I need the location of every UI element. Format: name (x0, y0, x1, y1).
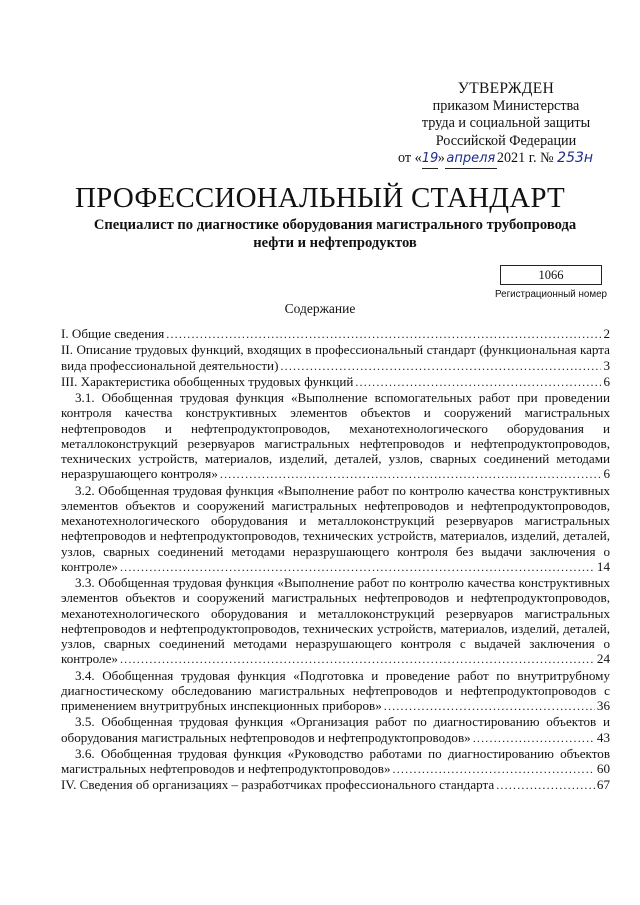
toc-page-number: 2 (603, 326, 610, 341)
toc-entry-line: 3.5. Обобщенная трудовая функция «Организация работ по диагностированию объектов и (75, 714, 610, 730)
toc-entry[interactable] (61, 326, 610, 342)
toc-entry-line: 3.4. Обобщенная трудовая функция «Подготовка и проведение работ по внутритрубному (75, 667, 610, 683)
toc-entry[interactable] (61, 390, 610, 483)
toc-entry-line: применением внутритрубных инспекционных приборов» (61, 698, 382, 713)
toc-leader (120, 560, 595, 575)
toc-leader (220, 467, 602, 482)
toc-entry-line: нефтепроводов и нефтепродуктопроводов, технических устройств, материалов, изделий, деталей, (61, 528, 610, 544)
toc-entry-line: вида профессиональной деятельности) (61, 357, 279, 373)
toc-page-number: 67 (596, 777, 610, 793)
toc-page-number: 43 (596, 729, 610, 745)
contents-heading: Содержание (284, 301, 356, 316)
approval-line: приказом Министерства (432, 97, 580, 114)
toc-entry-line: нефтепроводов и нефтепродуктопроводов, механотехнологического оборудования и (61, 420, 610, 436)
toc-page-number: 6 (603, 373, 610, 389)
toc-entry-line: 3.2. Обобщенная трудовая функция «Выполнение работ по контролю качества конструктивных (75, 482, 610, 498)
toc-leader (496, 778, 595, 793)
order-date-line (398, 150, 620, 169)
toc-page-number: 14 (596, 558, 610, 574)
toc-entry[interactable] (61, 714, 610, 746)
toc-leader (393, 762, 595, 777)
toc-entry-line: 3.1. Обобщенная трудовая функция «Выполнение вспомогательных работ при проведении (75, 390, 610, 405)
toc-leader (166, 327, 601, 342)
toc-entry-line: диагностическому обследованию магистральных нефтепроводов и нефтепродуктопроводов с (61, 682, 610, 698)
order-from-label: от « (398, 150, 422, 166)
toc-entry[interactable] (61, 746, 610, 778)
registration-number: 1066 (500, 265, 602, 285)
toc-leader (473, 731, 595, 746)
registration-caption: Регистрационный номер (495, 289, 607, 300)
toc-entry-line: элементов объектов и сооружений магистральных нефтепроводов и нефтепродуктопроводов, (61, 497, 610, 513)
toc-entry-line: механотехнологического оборудования и металлоконструкций резервуаров магистральных (61, 513, 610, 528)
toc-entry-line: II. Описание трудовых функций, входящих в профессиональный стандарт (функциональная карта (61, 342, 610, 358)
order-month: апреля (445, 150, 497, 169)
subtitle-line: Специалист по диагностике оборудования магистрального трубопровода (93, 217, 577, 233)
toc-entry-line: 3.3. Обобщенная трудовая функция «Выполнение работ по контролю качества конструктивных (75, 575, 610, 590)
toc-entry[interactable] (61, 374, 610, 390)
order-day: 19 (422, 150, 438, 169)
toc-entry[interactable] (61, 575, 610, 668)
toc-entry-line: узлов, сварных соединений методами неразрушающего контроля без выдачи заключения о (61, 543, 610, 559)
toc-page-number: 24 (596, 651, 610, 667)
registration-block (492, 265, 610, 300)
toc-leader (384, 699, 595, 714)
approval-line: Российской Федерации (435, 132, 577, 149)
order-quote: » (437, 150, 445, 166)
toc-entry-title: IV. Сведения об организациях – разработчиках профессионального стандарта (61, 777, 495, 793)
toc-entry-line: контроля качества конструктивных элементов объектов и сооружений магистральных (61, 405, 610, 421)
toc-page-number: 36 (596, 698, 610, 713)
toc-leader (355, 375, 601, 390)
toc-page-number: 60 (596, 761, 610, 776)
toc-entry-title: III. Характеристика обобщенных трудовых функций (61, 373, 354, 389)
subtitle-line: нефти и нефтепродуктов (253, 235, 417, 251)
toc-entry-line: оборудования магистральных нефтепроводов и нефтепродуктопроводов» (61, 729, 471, 745)
toc-entry-line: контроле» (61, 651, 118, 667)
toc-entry-line: механотехнологического оборудования и металлоконструкций резервуаров магистральных (61, 605, 610, 621)
toc-entry-line: нефтепроводов и нефтепродуктопроводов, технических устройств, материалов, изделий, деталей, (61, 620, 610, 636)
page-title: ПРОФЕССИОНАЛЬНЫЙ СТАНДАРТ (75, 182, 565, 214)
approval-line: труда и социальной защиты (421, 115, 591, 131)
toc-entry-line: контроле» (61, 558, 118, 574)
toc-entry-title: I. Общие сведения (61, 326, 165, 341)
toc-entry[interactable] (61, 777, 610, 793)
approval-block (392, 80, 620, 169)
toc-entry-line: магистральных нефтепроводов и нефтепродуктопроводов» (61, 761, 391, 776)
toc-entry-line: узлов, сварных соединений методами неразрушающего контроля с выдачей заключения о (61, 636, 610, 651)
toc-entry[interactable] (61, 483, 610, 576)
toc-entry-line: технических устройств, материалов, изделий, деталей, узлов, сварных соединений методами (61, 451, 610, 466)
toc-entry-line: 3.6. Обобщенная трудовая функция «Руководство работами по диагностированию объектов (75, 745, 610, 761)
toc-entry-line: элементов объектов и сооружений магистральных нефтепроводов и нефтепродуктопроводов, (61, 590, 610, 606)
toc-page-number: 3 (603, 357, 610, 373)
table-of-contents (61, 326, 610, 794)
approval-heading: УТВЕРЖДЕН (457, 80, 555, 97)
toc-page-number: 6 (603, 466, 610, 482)
toc-leader (280, 359, 601, 374)
standard-subtitle (70, 216, 600, 252)
toc-entry-line: неразрушающего контроля» (61, 466, 218, 482)
order-year-label: 2021 г. № (496, 150, 554, 166)
toc-entry[interactable] (61, 668, 610, 715)
order-number: 253н (557, 150, 594, 166)
toc-entry[interactable] (61, 342, 610, 374)
toc-leader (120, 652, 595, 667)
toc-entry-line: металлоконструкций резервуаров магистральных нефтепроводов и нефтепродуктопроводов, (61, 435, 610, 451)
